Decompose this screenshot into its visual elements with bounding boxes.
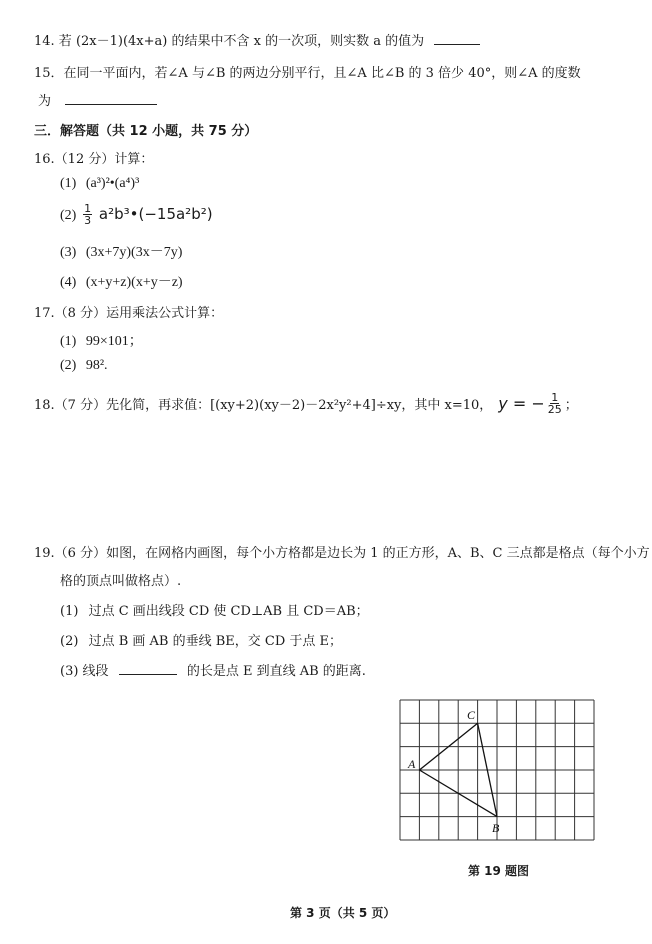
q18-text: 18.（7 分）先化简，再求值：[(xy+2)(xy－2)－2x²y²+4]÷xy，其中 x=10， (34, 398, 493, 413)
frac-num: 1 (551, 391, 559, 404)
q17-item-1 (60, 330, 143, 350)
item-label: (1) (60, 604, 79, 619)
item-expr: (3x+7y)(3x－7y) (85, 245, 183, 260)
item-label: (2) (60, 634, 79, 649)
item-text: 的长是点 E 到直线 AB 的距离. (186, 664, 366, 679)
q16-item-2 (60, 203, 213, 226)
item-expr: 98². (85, 358, 108, 373)
q14 (34, 30, 480, 49)
q16-item-3 (60, 241, 182, 261)
page-footer: 第 3 页（共 5 页） (290, 906, 396, 920)
frac-den: 3 (84, 214, 92, 227)
q17-title: 17.（8 分）运用乘法公式计算： (34, 306, 224, 321)
item-expr: a²b³•(−15a²b²) (98, 205, 213, 223)
q19-item-2 (60, 630, 342, 649)
frac-num: 1 (84, 202, 92, 215)
frac-den: 25 (547, 403, 562, 416)
q19-line2: 格的顶点叫做格点）. (60, 574, 182, 589)
q18 (34, 392, 578, 415)
q19-answer-blank[interactable] (119, 662, 177, 675)
item-label: (3) 线段 (60, 664, 109, 679)
figure-caption: 第 19 题图 (468, 864, 530, 878)
item-label: (1) (60, 334, 77, 349)
q15-prefix: 为 (38, 94, 52, 109)
grid-lines (400, 700, 594, 840)
q19-grid-figure (394, 694, 604, 846)
q18-y-label: y = − (498, 394, 545, 413)
item-label: (3) (60, 245, 77, 260)
q15-line1: 15．在同一平面内，若∠A 与∠B 的两边分别平行，且∠A 比∠B 的 3 倍少 40°，则∠A 的度数 (34, 66, 581, 81)
q14-text: 14. 若 (2x－1)(4x+a) 的结果中不含 x 的一次项，则实数 a 的值为 (34, 34, 425, 49)
item-expr: 99×101； (85, 334, 143, 349)
item-label: (4) (60, 275, 77, 290)
point-a-label: A (408, 757, 416, 771)
q17-item-2 (60, 358, 108, 374)
q16-item-4 (60, 271, 183, 291)
item-label: (2) (60, 208, 77, 223)
item-label: (1) (60, 176, 77, 191)
q19-item-3 (60, 660, 366, 679)
point-c-label: C (467, 708, 476, 722)
item-text: 过点 C 画出线段 CD 使 CD⊥AB 且 CD＝AB； (88, 604, 369, 619)
section-title: 三．解答题（共 12 小题，共 75 分） (34, 124, 258, 139)
item-text: 过点 B 画 AB 的垂线 BE，交 CD 于点 E； (88, 634, 343, 649)
q19-line1: 19.（6 分）如图，在网格内画图，每个小方格都是边长为 1 的正方形，A、B、C 三点都是格点（每个小方 (34, 546, 650, 561)
q14-answer-blank[interactable] (434, 32, 480, 45)
item-expr: (a³)²•(a⁴)³ (85, 176, 140, 191)
item-expr: (x+y+z)(x+y－z) (85, 275, 183, 290)
q19-item-1 (60, 600, 369, 619)
fraction-one-third (83, 203, 92, 226)
fraction-one-25 (547, 392, 563, 415)
item-label: (2) (60, 358, 77, 373)
q15-answer-blank[interactable] (65, 92, 157, 105)
q16-item-1 (60, 176, 139, 192)
point-b-label: B (492, 821, 500, 835)
q15-line2 (38, 90, 157, 109)
q18-end: ； (564, 398, 578, 413)
q16-title: 16.（12 分）计算： (34, 152, 154, 167)
